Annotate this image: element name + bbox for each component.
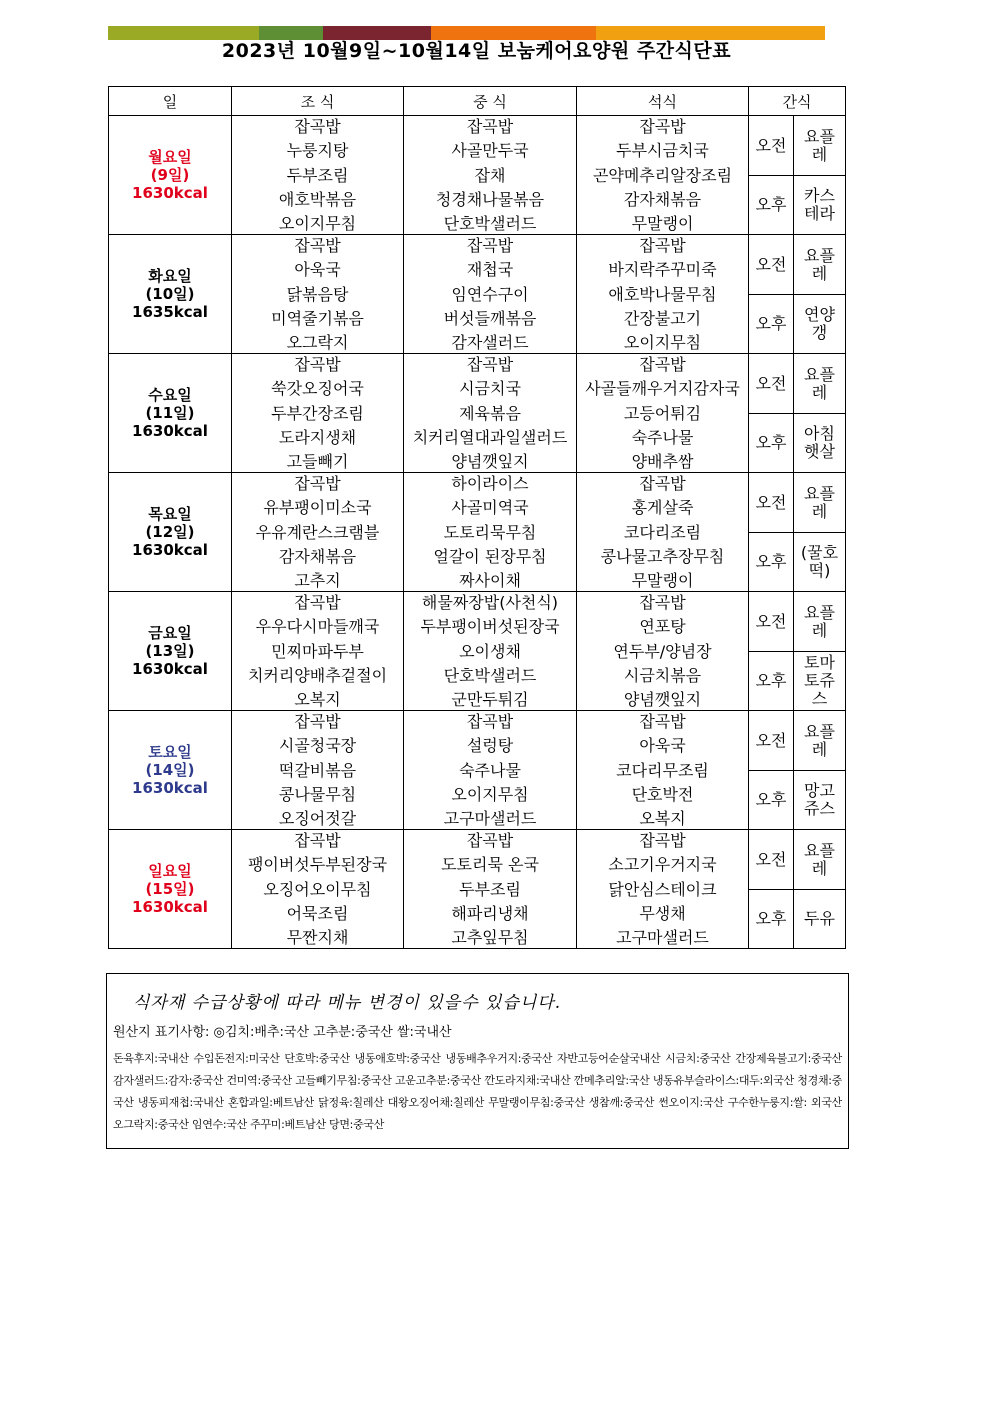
dinner-cell bbox=[577, 116, 749, 235]
breakfast-item: 잡곡밥 bbox=[294, 474, 341, 493]
pm-snack-item: 아침햇살 bbox=[794, 414, 846, 473]
breakfast-cell bbox=[232, 830, 404, 949]
breakfast-item: 오이지무침 bbox=[278, 214, 357, 233]
dinner-cell bbox=[577, 830, 749, 949]
dinner-item: 연포탕 bbox=[639, 617, 686, 637]
dinner-item: 코다리무조림 bbox=[616, 760, 709, 780]
breakfast-item: 감자채볶음 bbox=[278, 546, 357, 566]
origin-detail: 돈육후지:국내산 수입돈전지:미국산 단호박:중국산 냉동애호박:중국산 냉동배추우거지:중국산 자반고등어순살국내산 시금치:중국산 간장제육불고기:중국산 감자샐러드:감자:중국산 건미역:중국산 고들빼기무침:중국산 고운고추분:중국산 깐도라지채:국내산 깐메추리알:국산 냉동유부슬라이스:대두:외국산 청경채:중국산 냉동피재첩:국내산 혼합과일:베트남산 닭정육:칠레산 대왕오징어채:칠레산 무말랭이무침:중국산 생참깨:중국산 썬오이지:국산 구수한누룽지:쌀: 외국산 오그락지:중국산 임연수:국산 주꾸미:베트남산 당면:중국산 bbox=[113, 1052, 842, 1131]
day-name: 수요일 bbox=[148, 386, 192, 404]
day-kcal: 1630kcal bbox=[132, 422, 208, 440]
breakfast-item: 미역줄기볶음 bbox=[271, 308, 364, 328]
day-row bbox=[109, 235, 846, 295]
weekly-menu-table bbox=[108, 86, 846, 949]
day-kcal: 1635kcal bbox=[132, 303, 208, 321]
day-date: (14일) bbox=[145, 761, 195, 779]
dinner-item: 닭안심스테이크 bbox=[608, 879, 717, 899]
dinner-item: 잡곡밥 bbox=[639, 474, 686, 493]
pm-snack-item: 두유 bbox=[794, 890, 846, 949]
breakfast-cell bbox=[232, 711, 404, 830]
dinner-item: 애호박나물무침 bbox=[608, 284, 717, 304]
pm-snack-item: (꿀호떡) bbox=[794, 533, 846, 592]
breakfast-item: 팽이버섯두부된장국 bbox=[247, 855, 388, 875]
menu-change-notice: 식자재 수급상황에 따라 메뉴 변경이 있을수 있습니다. bbox=[133, 993, 562, 1013]
day-kcal: 1630kcal bbox=[132, 898, 208, 916]
lunch-item: 하이라이스 bbox=[451, 474, 529, 493]
lunch-item: 시금치국 bbox=[459, 379, 521, 399]
day-kcal: 1630kcal bbox=[132, 184, 208, 202]
breakfast-item: 두부간장조림 bbox=[271, 403, 364, 423]
dinner-item: 잡곡밥 bbox=[639, 236, 686, 255]
day-label bbox=[109, 592, 232, 711]
dinner-item: 무말랭이 bbox=[631, 214, 694, 233]
lunch-item: 군만두튀김 bbox=[451, 690, 529, 709]
page-title: 2023년 10월9일~10월14일 보눔케어요양원 주간식단표 bbox=[221, 40, 732, 62]
lunch-cell bbox=[404, 711, 577, 830]
breakfast-item: 누룽지탕 bbox=[286, 141, 349, 161]
day-row bbox=[109, 116, 846, 176]
dinner-item: 시금치볶음 bbox=[623, 665, 702, 685]
breakfast-item: 닭볶음탕 bbox=[286, 284, 349, 304]
day-kcal: 1630kcal bbox=[132, 779, 208, 797]
am-snack-label: 오전 bbox=[749, 592, 794, 652]
dinner-item: 단호박전 bbox=[631, 784, 694, 804]
am-snack-item: 요플레 bbox=[794, 116, 846, 176]
dinner-cell bbox=[577, 711, 749, 830]
day-label bbox=[109, 235, 232, 354]
day-date: (12일) bbox=[145, 523, 195, 541]
dinner-item: 사골들깨우거지감자국 bbox=[585, 379, 740, 399]
day-name: 화요일 bbox=[148, 267, 192, 285]
lunch-item: 사골미역국 bbox=[451, 498, 529, 518]
day-name: 토요일 bbox=[148, 743, 192, 761]
dinner-item: 잡곡밥 bbox=[639, 117, 686, 136]
lunch-item: 고추잎무침 bbox=[451, 928, 529, 947]
lunch-cell bbox=[404, 473, 577, 592]
header-row bbox=[109, 87, 846, 116]
dinner-item: 두부시금치국 bbox=[616, 141, 709, 161]
header-snack: 간식 bbox=[749, 87, 846, 116]
day-row bbox=[109, 830, 846, 890]
lunch-item: 잡곡밥 bbox=[466, 117, 514, 136]
header-breakfast: 조 식 bbox=[232, 87, 404, 116]
lunch-item: 단호박샐러드 bbox=[443, 665, 537, 685]
day-date: (9일) bbox=[150, 166, 190, 184]
dinner-item: 오이지무침 bbox=[623, 333, 702, 352]
breakfast-item: 잡곡밥 bbox=[294, 593, 341, 612]
lunch-item: 해물짜장밥(사천식) bbox=[421, 593, 559, 612]
dinner-item: 곤약메추리알장조림 bbox=[592, 165, 733, 185]
lunch-item: 고구마샐러드 bbox=[443, 809, 537, 828]
day-row bbox=[109, 473, 846, 533]
lunch-item: 잡채 bbox=[474, 165, 506, 185]
breakfast-cell bbox=[232, 116, 404, 235]
dinner-item: 간장불고기 bbox=[623, 308, 702, 328]
breakfast-item: 유부팽이미소국 bbox=[263, 498, 372, 518]
lunch-item: 임연수구이 bbox=[451, 284, 529, 304]
lunch-item: 잡곡밥 bbox=[466, 236, 514, 255]
lunch-item: 청경채나물볶음 bbox=[435, 189, 545, 209]
dinner-item: 고구마샐러드 bbox=[616, 928, 709, 947]
am-snack-item: 요플레 bbox=[794, 473, 846, 533]
am-snack-item: 요플레 bbox=[794, 830, 846, 890]
lunch-item: 잡곡밥 bbox=[466, 831, 514, 850]
lunch-item: 두부팽이버섯된장국 bbox=[420, 617, 560, 637]
am-snack-item: 요플레 bbox=[794, 592, 846, 652]
lunch-item: 치커리열대과일샐러드 bbox=[412, 427, 568, 447]
breakfast-item: 떡갈비볶음 bbox=[278, 760, 357, 780]
day-kcal: 1630kcal bbox=[132, 541, 208, 559]
pm-snack-item: 연양갱 bbox=[794, 295, 846, 354]
dinner-item: 양념깻잎지 bbox=[623, 690, 702, 709]
pm-snack-label: 오후 bbox=[749, 176, 794, 235]
lunch-item: 단호박샐러드 bbox=[443, 214, 537, 233]
lunch-item: 오이지무침 bbox=[451, 784, 529, 804]
breakfast-item: 오징어젓갈 bbox=[278, 809, 357, 828]
dinner-item: 숙주나물 bbox=[631, 427, 694, 447]
lunch-item: 설렁탕 bbox=[466, 736, 514, 756]
day-row bbox=[109, 592, 846, 652]
dinner-item: 코다리조림 bbox=[623, 522, 702, 542]
lunch-item: 잡곡밥 bbox=[466, 712, 514, 731]
breakfast-item: 도라지생채 bbox=[278, 427, 357, 447]
origin-label: 원산지 표기사항: ◎김치:배추:국산 고추분:중국산 쌀:국내산 bbox=[113, 1025, 452, 1040]
lunch-item: 도토리묵 온국 bbox=[441, 855, 539, 875]
pm-snack-item: 망고쥬스 bbox=[794, 771, 846, 830]
header-dinner: 석식 bbox=[577, 87, 749, 116]
lunch-item: 감자샐러드 bbox=[451, 333, 529, 352]
lunch-cell bbox=[404, 116, 577, 235]
day-date: (11일) bbox=[145, 404, 195, 422]
lunch-item: 버섯들깨볶음 bbox=[443, 308, 537, 328]
dinner-item: 소고기우거지국 bbox=[608, 855, 717, 875]
lunch-item: 재첩국 bbox=[466, 260, 514, 280]
breakfast-item: 애호박볶음 bbox=[278, 189, 357, 209]
day-label bbox=[109, 354, 232, 473]
am-snack-item: 요플레 bbox=[794, 711, 846, 771]
day-label bbox=[109, 711, 232, 830]
lunch-item: 얼갈이 된장무침 bbox=[433, 546, 547, 566]
breakfast-item: 잡곡밥 bbox=[294, 712, 341, 731]
pm-snack-label: 오후 bbox=[749, 890, 794, 949]
dinner-item: 감자채볶음 bbox=[623, 189, 702, 209]
day-date: (15일) bbox=[145, 880, 195, 898]
breakfast-item: 쑥갓오징어국 bbox=[271, 379, 364, 399]
dinner-cell bbox=[577, 354, 749, 473]
breakfast-item: 아욱국 bbox=[294, 260, 341, 280]
header-day: 일 bbox=[109, 87, 232, 116]
dinner-item: 무생채 bbox=[639, 903, 686, 923]
am-snack-label: 오전 bbox=[749, 235, 794, 295]
pm-snack-label: 오후 bbox=[749, 652, 794, 711]
breakfast-item: 어묵조림 bbox=[286, 903, 349, 923]
dinner-item: 오복지 bbox=[639, 809, 686, 828]
lunch-item: 사골만두국 bbox=[451, 141, 529, 161]
am-snack-item: 요플레 bbox=[794, 354, 846, 414]
breakfast-item: 고추지 bbox=[294, 571, 341, 590]
dinner-item: 양배추쌈 bbox=[631, 452, 694, 471]
am-snack-label: 오전 bbox=[749, 473, 794, 533]
am-snack-label: 오전 bbox=[749, 711, 794, 771]
breakfast-item: 우유계란스크램블 bbox=[255, 522, 380, 542]
day-name: 월요일 bbox=[148, 148, 192, 166]
dinner-item: 잡곡밥 bbox=[639, 593, 686, 612]
dinner-item: 바지락주꾸미죽 bbox=[608, 260, 717, 280]
breakfast-cell bbox=[232, 473, 404, 592]
lunch-cell bbox=[404, 592, 577, 711]
lunch-item: 양념깻잎지 bbox=[451, 452, 529, 471]
lunch-item: 해파리냉채 bbox=[451, 903, 529, 923]
lunch-cell bbox=[404, 354, 577, 473]
pm-snack-label: 오후 bbox=[749, 771, 794, 830]
dinner-cell bbox=[577, 473, 749, 592]
day-kcal: 1630kcal bbox=[132, 660, 208, 678]
pm-snack-label: 오후 bbox=[749, 414, 794, 473]
am-snack-label: 오전 bbox=[749, 830, 794, 890]
breakfast-cell bbox=[232, 235, 404, 354]
pm-snack-label: 오후 bbox=[749, 533, 794, 592]
lunch-item: 잡곡밥 bbox=[466, 355, 514, 374]
pm-snack-label: 오후 bbox=[749, 295, 794, 354]
am-snack-label: 오전 bbox=[749, 116, 794, 176]
dinner-item: 잡곡밥 bbox=[639, 712, 686, 731]
breakfast-item: 고들빼기 bbox=[286, 452, 349, 471]
am-snack-item: 요플레 bbox=[794, 235, 846, 295]
dinner-item: 잡곡밥 bbox=[639, 831, 686, 850]
breakfast-item: 두부조림 bbox=[286, 165, 349, 185]
breakfast-item: 치커리양배추겉절이 bbox=[247, 665, 388, 685]
lunch-item: 짜사이채 bbox=[459, 571, 521, 590]
dinner-item: 콩나물고추장무침 bbox=[600, 546, 725, 566]
dinner-item: 아욱국 bbox=[639, 736, 686, 756]
lunch-item: 도토리묵무침 bbox=[443, 522, 537, 542]
header-lunch: 중 식 bbox=[404, 87, 577, 116]
breakfast-item: 잡곡밥 bbox=[294, 831, 341, 850]
day-name: 금요일 bbox=[148, 624, 192, 642]
dinner-cell bbox=[577, 592, 749, 711]
day-row bbox=[109, 354, 846, 414]
breakfast-item: 우우다시마들깨국 bbox=[255, 617, 380, 637]
breakfast-item: 시골청국장 bbox=[278, 736, 357, 756]
breakfast-item: 오그락지 bbox=[286, 333, 349, 352]
dinner-item: 연두부/양념장 bbox=[613, 641, 712, 661]
am-snack-label: 오전 bbox=[749, 354, 794, 414]
dinner-cell bbox=[577, 235, 749, 354]
day-row bbox=[109, 711, 846, 771]
lunch-cell bbox=[404, 830, 577, 949]
notes-box bbox=[106, 973, 849, 1149]
breakfast-cell bbox=[232, 592, 404, 711]
breakfast-item: 오징어오이무침 bbox=[263, 879, 372, 899]
breakfast-item: 잡곡밥 bbox=[294, 355, 341, 374]
breakfast-item: 콩나물무침 bbox=[278, 784, 357, 804]
day-label bbox=[109, 473, 232, 592]
day-date: (13일) bbox=[145, 642, 195, 660]
day-name: 일요일 bbox=[148, 862, 192, 880]
breakfast-item: 오복지 bbox=[294, 690, 341, 709]
dinner-item: 무말랭이 bbox=[631, 571, 694, 590]
pm-snack-item: 토마토쥬스 bbox=[794, 652, 846, 711]
lunch-item: 두부조림 bbox=[459, 879, 521, 899]
lunch-item: 오이생채 bbox=[459, 641, 521, 661]
lunch-cell bbox=[404, 235, 577, 354]
dinner-item: 고등어튀김 bbox=[623, 403, 702, 423]
lunch-item: 숙주나물 bbox=[459, 760, 521, 780]
day-name: 목요일 bbox=[148, 505, 192, 523]
day-date: (10일) bbox=[145, 285, 195, 303]
breakfast-cell bbox=[232, 354, 404, 473]
lunch-item: 제육볶음 bbox=[459, 403, 521, 423]
breakfast-item: 무짠지채 bbox=[286, 928, 349, 947]
dinner-item: 잡곡밥 bbox=[639, 355, 686, 374]
breakfast-item: 잡곡밥 bbox=[294, 236, 341, 255]
day-label bbox=[109, 116, 232, 235]
breakfast-item: 민찌마파두부 bbox=[271, 641, 364, 661]
breakfast-item: 잡곡밥 bbox=[294, 117, 341, 136]
dinner-item: 홍게살죽 bbox=[631, 498, 694, 518]
pm-snack-item: 카스테라 bbox=[794, 176, 846, 235]
day-label bbox=[109, 830, 232, 949]
